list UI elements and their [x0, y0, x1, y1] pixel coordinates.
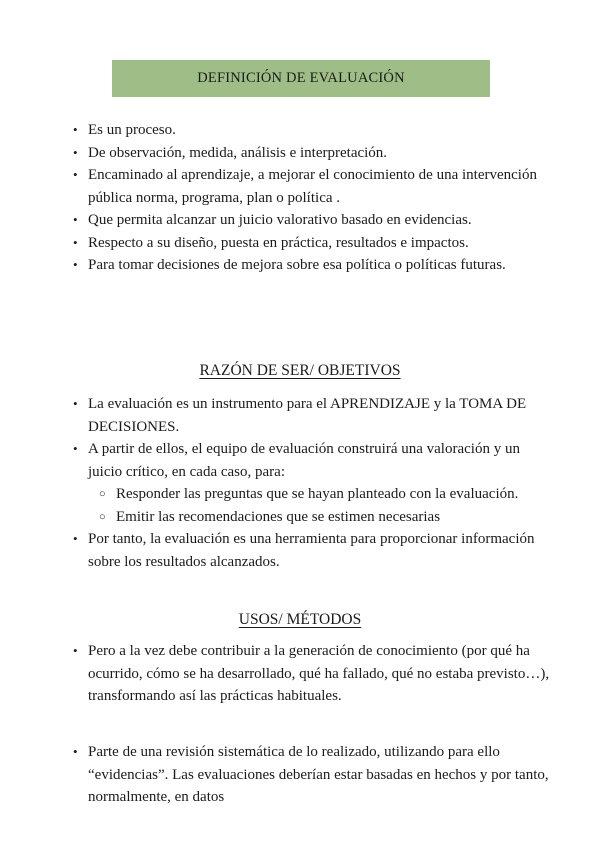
bullet-icon: •	[73, 122, 78, 137]
list-item: • Encaminado al aprendizaje, a mejorar el conocimiento de una intervención pública norma, programa, plan o política .	[73, 164, 543, 209]
list-item: • De observación, medida, análisis e interpretación.	[73, 142, 543, 165]
bullet-icon: •	[73, 396, 78, 411]
sub-list-item: ○ Emitir las recomendaciones que se estimen necesarias	[88, 506, 551, 529]
sub-list	[88, 483, 551, 528]
sub-list-item: ○ Responder las preguntas que se hayan planteado con la evaluación.	[88, 483, 551, 506]
circle-bullet-icon: ○	[99, 488, 106, 500]
bullet-icon: •	[73, 531, 78, 546]
list-item: • Pero a la vez debe contribuir a la generación de conocimiento (por qué ha ocurrido, cómo se ha desarrollado, qué ha fallado, qué no estaba previsto…), transformando así las prácticas habituales.	[73, 640, 551, 708]
bullet-icon: •	[73, 643, 78, 658]
usos-list-2	[73, 741, 551, 809]
bullet-icon: •	[73, 144, 78, 160]
bullet-icon: •	[73, 212, 78, 227]
bullet-icon: •	[73, 234, 78, 250]
page-title: DEFINICIÓN DE EVALUACIÓN	[197, 70, 405, 86]
list-item: • Por tanto, la evaluación es una herramienta para proporcionar información sobre los resultados alcanzados.	[73, 528, 551, 573]
bullet-icon: •	[73, 167, 78, 182]
bullet-icon: •	[73, 441, 78, 456]
list-item: • Es un proceso.	[73, 119, 543, 142]
list-item: • Que permita alcanzar un juicio valorativo basado en evidencias.	[73, 209, 543, 232]
section-heading-usos: USOS/ MÉTODOS	[238, 611, 362, 628]
list-item: • Para tomar decisiones de mejora sobre esa política o políticas futuras.	[73, 254, 543, 277]
list-item: • Parte de una revisión sistemática de lo realizado, utilizando para ello “evidencias”. Las evaluaciones deberían estar basadas en hechos y por tanto, normalmente, en datos	[73, 741, 551, 809]
bullet-icon: •	[73, 744, 78, 759]
circle-bullet-icon: ○	[99, 510, 106, 523]
list-item: • A partir de ellos, el equipo de evaluación construirá una valoración y un juicio crítico, en cada caso, para: ○ Responder las preguntas que se hayan planteado con la evaluación. ○ Emitir las recomendaciones que se estimen necesarias	[73, 438, 551, 528]
title-band	[112, 60, 490, 97]
list-item: • Respecto a su diseño, puesta en práctica, resultados e impactos.	[73, 232, 543, 255]
objetivos-list	[73, 393, 551, 573]
bullet-icon: •	[73, 257, 78, 272]
usos-list	[73, 640, 551, 708]
definition-list	[73, 119, 543, 277]
section-heading-objetivos: RAZÓN DE SER/ OBJETIVOS	[199, 362, 401, 379]
list-item: • La evaluación es un instrumento para el APRENDIZAJE y la TOMA DE DECISIONES.	[73, 393, 551, 438]
